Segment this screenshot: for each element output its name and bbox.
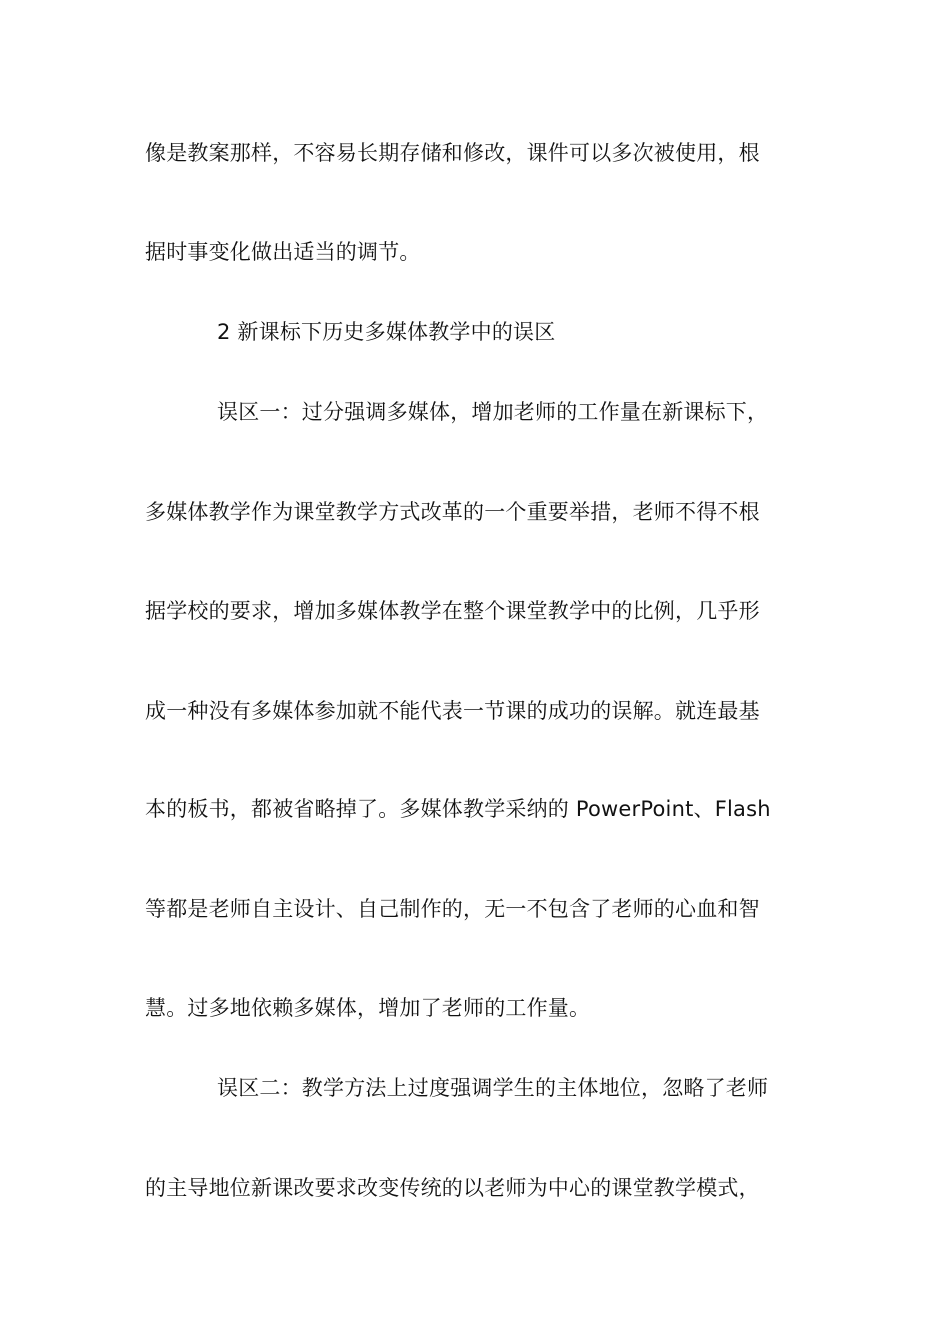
paragraph-line: 据时事变化做出适当的调节。 <box>145 240 421 264</box>
paragraph-line: 误区一：过分强调多媒体，增加老师的工作量在新课标下， <box>217 400 769 424</box>
paragraph-line: 成一种没有多媒体参加就不能代表一节课的成功的误解。就连最基 <box>145 699 760 723</box>
paragraph-line: 本的板书，都被省略掉了。多媒体教学采纳的 PowerPoint、Flash <box>145 797 771 821</box>
paragraph-line: 据学校的要求，增加多媒体教学在整个课堂教学中的比例，几乎形 <box>145 599 760 623</box>
section-heading: 2 新课标下历史多媒体教学中的误区 <box>217 320 556 344</box>
paragraph-line: 多媒体教学作为课堂教学方式改革的一个重要举措，老师不得不根 <box>145 500 760 524</box>
paragraph-line: 等都是老师自主设计、自己制作的，无一不包含了老师的心血和智 <box>145 897 760 921</box>
paragraph-line: 慧。过多地依赖多媒体，增加了老师的工作量。 <box>145 996 591 1020</box>
paragraph-line: 像是教案那样，不容易长期存储和修改，课件可以多次被使用，根 <box>145 141 760 165</box>
paragraph-line: 的主导地位新课改要求改变传统的以老师为中心的课堂教学模式， <box>145 1176 760 1200</box>
paragraph-line: 误区二：教学方法上过度强调学生的主体地位，忽略了老师 <box>217 1076 769 1100</box>
